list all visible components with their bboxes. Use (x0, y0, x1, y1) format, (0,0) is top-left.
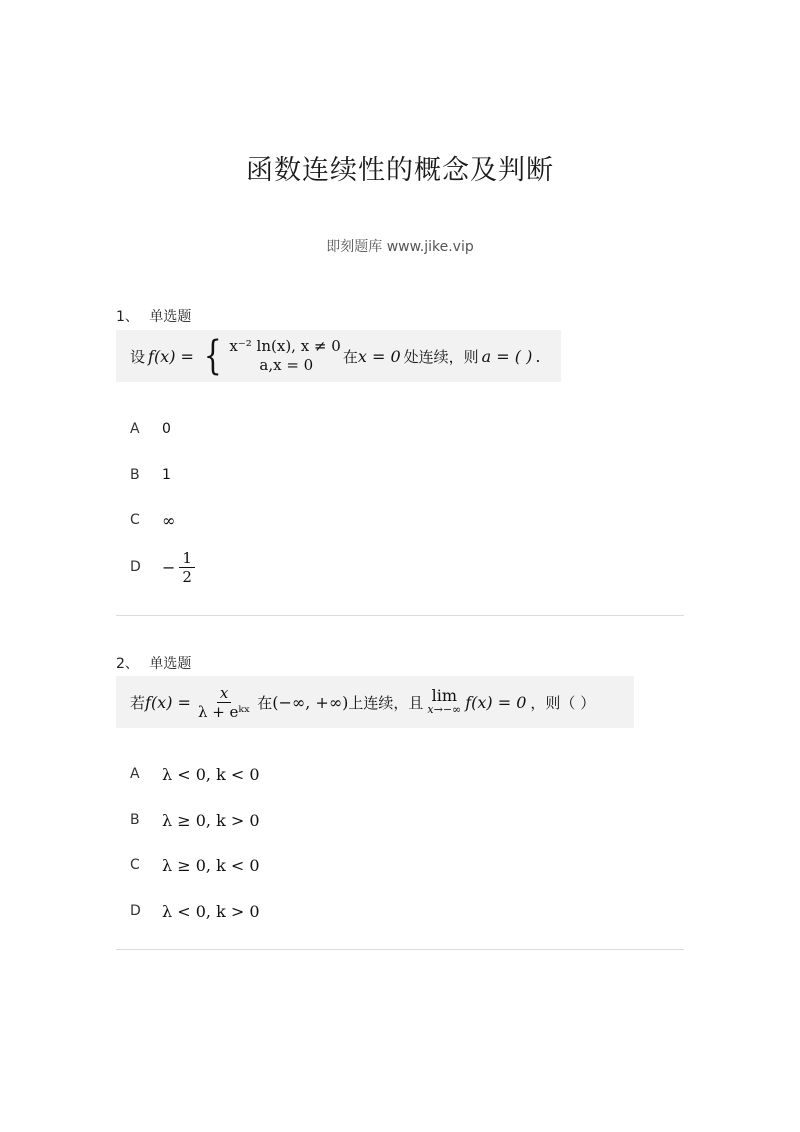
limit-word: lim (431, 686, 458, 705)
option-letter: D (130, 559, 141, 575)
option-letter: B (130, 467, 140, 483)
limit-operator (427, 688, 461, 716)
option-letter: D (130, 903, 141, 919)
page-subtitle: 即刻题库 www.jike.vip (326, 239, 474, 255)
option-value (162, 549, 195, 586)
question-1-stem (116, 330, 561, 382)
limit-expression: f(x) = 0 (465, 692, 527, 712)
option-value: 0 (162, 421, 171, 437)
option-d[interactable] (130, 547, 195, 587)
option-value: λ < 0, k > 0 (162, 901, 260, 921)
fraction (179, 549, 195, 586)
divider (116, 949, 684, 950)
option-value: 1 (162, 467, 171, 483)
page-title: 函数连续性的概念及判断 (246, 155, 554, 186)
case-2: a,x = 0 (259, 356, 314, 374)
option-b[interactable] (130, 806, 260, 834)
stem-ask: a = ( ) (481, 346, 533, 366)
fraction-numerator: x (217, 684, 231, 703)
stem-tail: . (535, 346, 541, 366)
stem-mid-1: 在 (257, 693, 273, 712)
option-letter: C (130, 512, 140, 528)
case-1: x⁻² ln(x), x ≠ 0 (229, 337, 341, 355)
option-letter: B (130, 812, 140, 828)
question-2-header (116, 653, 191, 673)
option-d[interactable] (130, 897, 260, 925)
piecewise-cases (229, 337, 340, 375)
question-1-header (116, 306, 191, 326)
question-type: 单选题 (149, 309, 192, 325)
fraction-denominator: λ + eᵏˣ (197, 702, 251, 721)
option-a[interactable] (130, 760, 260, 788)
question-number: 2、 (116, 656, 139, 672)
stem-interval: (−∞, +∞) (272, 692, 349, 712)
divider (116, 615, 684, 616)
fraction-numerator: 1 (179, 549, 195, 568)
stem-fraction (195, 684, 253, 721)
fraction-denominator: 2 (182, 567, 192, 586)
option-value: λ < 0, k < 0 (162, 764, 260, 784)
question-2-stem (116, 676, 634, 728)
stem-function: f(x) = (145, 692, 191, 712)
limit-subscript: x→−∞ (427, 703, 462, 716)
option-value: ∞ (162, 510, 176, 530)
stem-mid-1: 在 (342, 347, 358, 366)
option-c[interactable] (130, 506, 175, 534)
stem-prefix: 设 (130, 347, 146, 366)
option-letter: A (130, 766, 140, 782)
stem-condition: x = 0 (357, 346, 401, 366)
option-a[interactable] (130, 415, 171, 443)
stem-mid-2: 上连续，且 (348, 693, 424, 712)
stem-function: f(x) = (148, 346, 194, 366)
stem-prefix: 若 (130, 693, 146, 712)
option-value: λ ≥ 0, k > 0 (162, 810, 260, 830)
question-type: 单选题 (149, 656, 192, 672)
stem-tail: ，则（ ） (530, 693, 596, 712)
brace-symbol: { (203, 333, 222, 379)
option-letter: C (130, 857, 140, 873)
option-value: λ ≥ 0, k < 0 (162, 855, 260, 875)
option-letter: A (130, 421, 140, 437)
minus-sign: − (162, 557, 176, 577)
stem-mid-2: 处连续，则 (403, 347, 479, 366)
option-b[interactable] (130, 461, 171, 489)
question-number: 1、 (116, 309, 139, 325)
option-c[interactable] (130, 851, 260, 879)
